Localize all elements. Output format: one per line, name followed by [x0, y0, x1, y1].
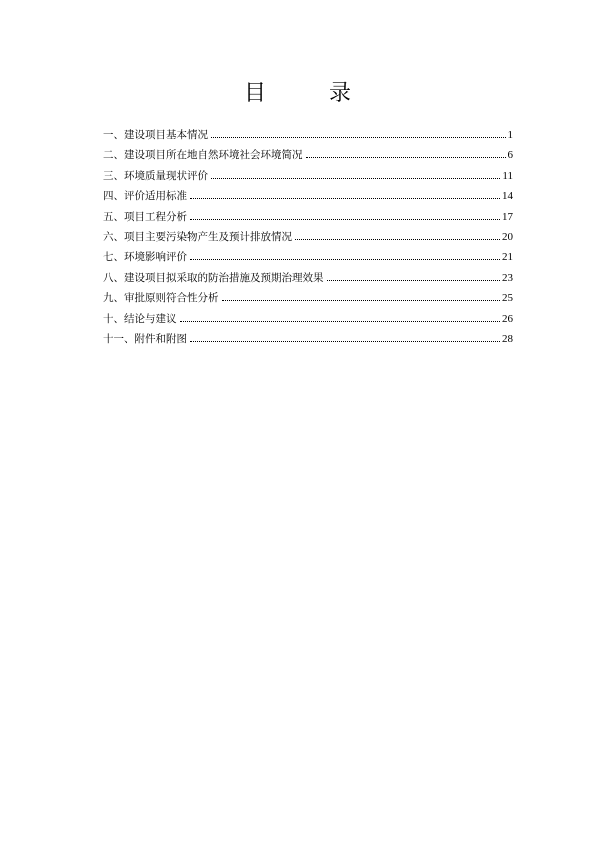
toc-dot-leader	[190, 340, 500, 342]
toc-entry[interactable]	[103, 207, 513, 227]
toc-entry[interactable]	[103, 145, 513, 165]
table-of-contents	[103, 125, 513, 349]
toc-page-number: 14	[502, 190, 513, 203]
toc-dot-leader	[211, 177, 500, 179]
toc-entry[interactable]	[103, 329, 513, 349]
toc-dot-leader	[190, 258, 500, 260]
toc-entry-label: 三、环境质量现状评价	[103, 169, 208, 182]
toc-entry-label: 一、建设项目基本情况	[103, 129, 208, 141]
toc-page-number: 17	[502, 210, 513, 223]
toc-dot-leader	[327, 279, 501, 281]
toc-page-number: 25	[502, 292, 513, 305]
toc-entry-label: 十一、附件和附图	[103, 332, 187, 345]
toc-entry[interactable]	[103, 288, 513, 308]
toc-entry-label: 五、项目工程分析	[103, 210, 187, 223]
toc-dot-leader	[306, 156, 506, 158]
toc-entry-label: 九、审批原则符合性分析	[103, 292, 219, 305]
toc-dot-leader	[190, 197, 500, 199]
toc-entry[interactable]	[103, 247, 513, 267]
toc-page-number: 26	[502, 312, 513, 325]
toc-entry-label: 八、建设项目拟采取的防治措施及预期治理效果	[103, 271, 324, 284]
toc-dot-leader	[295, 238, 500, 240]
toc-page-number: 28	[502, 332, 513, 345]
toc-entry[interactable]	[103, 268, 513, 288]
toc-dot-leader	[180, 320, 501, 322]
toc-page-number: 23	[502, 271, 513, 284]
toc-page-number: 21	[502, 251, 513, 264]
toc-entry-label: 七、环境影响评价	[103, 251, 187, 264]
toc-title: 目 录	[244, 81, 379, 106]
toc-page-number: 6	[507, 149, 513, 162]
toc-entry-label: 四、评价适用标准	[103, 190, 187, 203]
toc-entry[interactable]	[103, 166, 513, 186]
toc-entry[interactable]	[103, 309, 513, 329]
toc-dot-leader	[222, 299, 501, 301]
toc-entry[interactable]	[103, 227, 513, 247]
toc-dot-leader	[211, 136, 506, 138]
toc-page-number: 11	[502, 169, 513, 182]
toc-entry-label: 六、项目主要污染物产生及预计排放情况	[103, 230, 292, 243]
toc-page-number: 1	[507, 129, 513, 141]
toc-entry[interactable]	[103, 186, 513, 206]
toc-entry[interactable]	[103, 125, 513, 145]
toc-page-number: 20	[502, 230, 513, 243]
toc-dot-leader	[190, 218, 500, 220]
toc-entry-label: 二、建设项目所在地自然环境社会环境简况	[103, 149, 303, 162]
toc-entry-label: 十、结论与建议	[103, 312, 177, 325]
